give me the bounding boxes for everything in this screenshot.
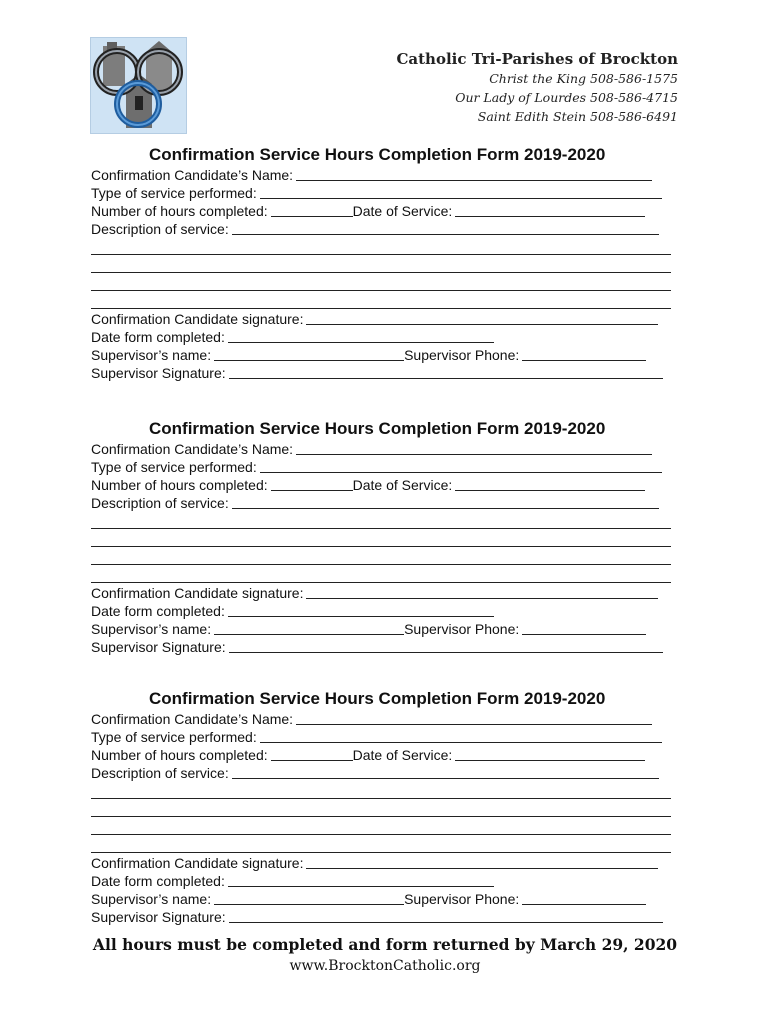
parish-saint-edith-stein: Saint Edith Stein 508-586-6491	[477, 109, 678, 124]
candidate-name-field[interactable]	[296, 166, 652, 181]
completion-form-1	[91, 145, 679, 381]
description-label: Description of service:	[91, 765, 229, 781]
candidate-name-row	[91, 165, 679, 183]
description-line[interactable]	[91, 565, 671, 583]
date-completed-field[interactable]	[228, 328, 494, 343]
date-of-service-label: Date of Service:	[352, 203, 453, 219]
candidate-name-field[interactable]	[296, 440, 652, 455]
description-label: Description of service:	[91, 221, 229, 237]
supervisor-phone-field[interactable]	[522, 890, 646, 905]
form-title: Confirmation Service Hours Completion Form 2019-2020	[149, 419, 606, 438]
hours-label: Number of hours completed:	[91, 203, 268, 219]
candidate-name-field[interactable]	[296, 710, 652, 725]
hours-row	[91, 745, 679, 763]
description-line[interactable]	[91, 781, 671, 799]
date-of-service-label: Date of Service:	[352, 477, 453, 493]
hours-label: Number of hours completed:	[91, 747, 268, 763]
supervisor-signature-label: Supervisor Signature:	[91, 909, 226, 925]
date-completed-row	[91, 327, 679, 345]
parish-our-lady-of-lourdes: Our Lady of Lourdes 508-586-4715	[455, 90, 678, 105]
service-type-row	[91, 457, 679, 475]
supervisor-name-row	[91, 345, 679, 363]
date-completed-row	[91, 601, 679, 619]
description-field[interactable]	[232, 220, 659, 235]
candidate-signature-field[interactable]	[306, 584, 658, 599]
supervisor-name-label: Supervisor’s name:	[91, 891, 212, 907]
service-type-row	[91, 727, 679, 745]
supervisor-signature-label: Supervisor Signature:	[91, 639, 226, 655]
date-completed-row	[91, 871, 679, 889]
parish-contact-block	[396, 49, 678, 126]
description-field[interactable]	[232, 764, 659, 779]
description-label: Description of service:	[91, 495, 229, 511]
candidate-signature-field[interactable]	[306, 310, 658, 325]
supervisor-name-label: Supervisor’s name:	[91, 347, 212, 363]
candidate-name-label: Confirmation Candidate’s Name:	[91, 441, 294, 457]
service-type-field[interactable]	[260, 184, 662, 199]
description-line[interactable]	[91, 817, 671, 835]
description-line[interactable]	[91, 291, 671, 309]
supervisor-signature-field[interactable]	[229, 638, 663, 653]
parish-christ-the-king: Christ the King 508-586-1575	[489, 71, 678, 86]
description-field[interactable]	[232, 494, 659, 509]
signature-row	[91, 583, 679, 601]
description-line[interactable]	[91, 237, 671, 255]
candidate-name-label: Confirmation Candidate’s Name:	[91, 167, 294, 183]
candidate-signature-label: Confirmation Candidate signature:	[91, 585, 304, 601]
form-title: Confirmation Service Hours Completion Form 2019-2020	[149, 145, 606, 164]
description-line[interactable]	[91, 835, 671, 853]
description-line[interactable]	[91, 799, 671, 817]
date-completed-label: Date form completed:	[91, 329, 225, 345]
hours-field[interactable]	[271, 746, 353, 761]
candidate-signature-label: Confirmation Candidate signature:	[91, 855, 304, 871]
date-of-service-field[interactable]	[455, 476, 645, 491]
service-type-label: Type of service performed:	[91, 729, 257, 745]
form-title: Confirmation Service Hours Completion Form 2019-2020	[149, 689, 606, 708]
supervisor-signature-field[interactable]	[229, 364, 663, 379]
candidate-name-row	[91, 439, 679, 457]
parish-logo	[90, 37, 187, 134]
service-type-field[interactable]	[260, 728, 662, 743]
deadline-notice: All hours must be completed and form returned by March 29, 2020	[92, 935, 678, 954]
date-of-service-field[interactable]	[455, 202, 645, 217]
supervisor-name-field[interactable]	[214, 346, 404, 361]
date-of-service-label: Date of Service:	[352, 747, 453, 763]
supervisor-name-label: Supervisor’s name:	[91, 621, 212, 637]
date-of-service-field[interactable]	[455, 746, 645, 761]
candidate-name-label: Confirmation Candidate’s Name:	[91, 711, 294, 727]
description-row	[91, 763, 679, 781]
date-completed-label: Date form completed:	[91, 603, 225, 619]
supervisor-signature-row	[91, 363, 679, 381]
description-row	[91, 493, 679, 511]
description-row	[91, 219, 679, 237]
date-completed-label: Date form completed:	[91, 873, 225, 889]
supervisor-phone-label: Supervisor Phone:	[404, 347, 520, 363]
hours-row	[91, 201, 679, 219]
hours-field[interactable]	[271, 202, 353, 217]
candidate-name-row	[91, 709, 679, 727]
supervisor-name-row	[91, 889, 679, 907]
hours-label: Number of hours completed:	[91, 477, 268, 493]
interlocking-rings-icon	[91, 38, 187, 134]
description-line[interactable]	[91, 547, 671, 565]
service-type-label: Type of service performed:	[91, 185, 257, 201]
description-line[interactable]	[91, 255, 671, 273]
description-line[interactable]	[91, 511, 671, 529]
website-link[interactable]: www.BrocktonCatholic.org	[289, 958, 481, 974]
service-type-row	[91, 183, 679, 201]
date-completed-field[interactable]	[228, 872, 494, 887]
supervisor-signature-row	[91, 907, 679, 925]
hours-row	[91, 475, 679, 493]
signature-row	[91, 853, 679, 871]
supervisor-phone-field[interactable]	[522, 620, 646, 635]
hours-field[interactable]	[271, 476, 353, 491]
supervisor-phone-label: Supervisor Phone:	[404, 891, 520, 907]
supervisor-signature-field[interactable]	[229, 908, 663, 923]
supervisor-phone-field[interactable]	[522, 346, 646, 361]
parish-title: Catholic Tri-Parishes of Brockton	[396, 50, 678, 68]
supervisor-signature-row	[91, 637, 679, 655]
supervisor-signature-label: Supervisor Signature:	[91, 365, 226, 381]
supervisor-name-field[interactable]	[214, 890, 404, 905]
candidate-signature-label: Confirmation Candidate signature:	[91, 311, 304, 327]
supervisor-name-field[interactable]	[214, 620, 404, 635]
supervisor-name-row	[91, 619, 679, 637]
signature-row	[91, 309, 679, 327]
completion-form-3	[91, 689, 679, 925]
date-completed-field[interactable]	[228, 602, 494, 617]
service-type-label: Type of service performed:	[91, 459, 257, 475]
candidate-signature-field[interactable]	[306, 854, 658, 869]
completion-form-2	[91, 419, 679, 655]
supervisor-phone-label: Supervisor Phone:	[404, 621, 520, 637]
service-type-field[interactable]	[260, 458, 662, 473]
description-line[interactable]	[91, 529, 671, 547]
description-line[interactable]	[91, 273, 671, 291]
